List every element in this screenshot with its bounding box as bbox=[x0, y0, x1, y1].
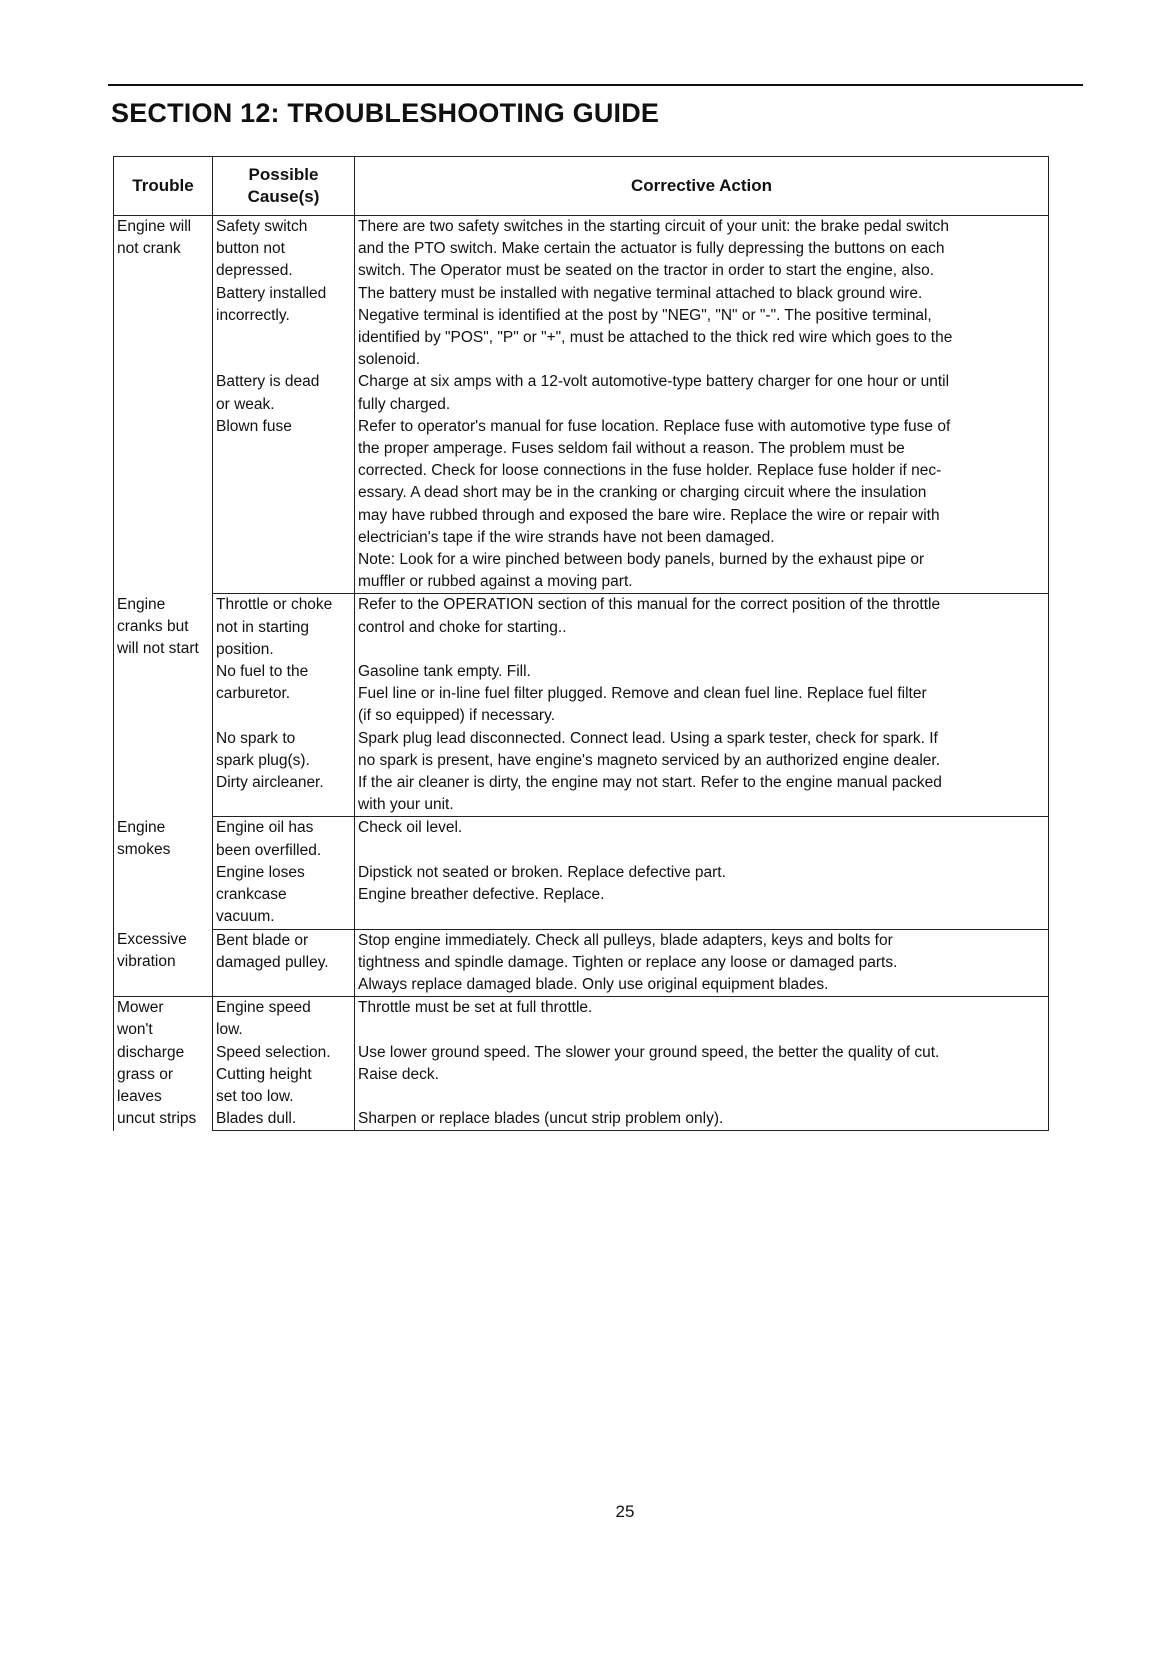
table-row bbox=[114, 817, 1049, 862]
cause-line: No spark to bbox=[216, 729, 296, 747]
action-line: Spark plug lead disconnected. Connect lead. Using a spark tester, check for spark. If bbox=[358, 729, 938, 747]
action-line: and the PTO switch. Make certain the actuator is fully depressing the buttons on each bbox=[358, 240, 945, 258]
action-line: identified by "POS", "P" or "+", must be attached to the thick red wire which goes to the bbox=[358, 329, 953, 347]
cause-line: Engine speed bbox=[216, 999, 311, 1017]
cause-cell bbox=[213, 416, 355, 594]
action-line: Dipstick not seated or broken. Replace defective part. bbox=[358, 863, 726, 881]
cause-line: Blown fuse bbox=[216, 417, 292, 435]
trouble-cell bbox=[114, 817, 213, 929]
trouble-cell bbox=[114, 997, 213, 1131]
action-line: Throttle must be set at full throttle. bbox=[358, 999, 593, 1017]
action-line: Check oil level. bbox=[358, 819, 463, 837]
action-line: Stop engine immediately. Check all pulleys, blade adapters, keys and bolts for bbox=[358, 931, 893, 949]
table-row bbox=[114, 1042, 1049, 1064]
trouble-cell bbox=[114, 594, 213, 817]
cause-line: No fuel to the bbox=[216, 663, 309, 681]
cause-line: crankcase bbox=[216, 886, 287, 904]
cause-cell bbox=[213, 216, 355, 283]
table-row bbox=[114, 862, 1049, 929]
action-cell bbox=[355, 661, 1049, 728]
action-line: The battery must be installed with negative terminal attached to black ground wire. bbox=[358, 284, 923, 302]
action-cell bbox=[355, 772, 1049, 817]
cause-cell bbox=[213, 371, 355, 415]
action-cell bbox=[355, 1064, 1049, 1108]
header-corrective-action: Corrective Action bbox=[355, 157, 1049, 216]
action-cell bbox=[355, 1042, 1049, 1064]
table-row bbox=[114, 929, 1049, 997]
action-cell bbox=[355, 416, 1049, 594]
trouble-line: Engine will bbox=[117, 218, 192, 235]
cause-cell bbox=[213, 997, 355, 1042]
trouble-line: not crank bbox=[117, 240, 181, 258]
table-row bbox=[114, 1108, 1049, 1131]
action-line: There are two safety switches in the starting circuit of your unit: the brake pedal switch bbox=[358, 218, 949, 235]
cause-line: carburetor. bbox=[216, 685, 291, 703]
action-line: fully charged. bbox=[358, 395, 451, 413]
action-cell bbox=[355, 216, 1049, 283]
trouble-line: vibration bbox=[117, 953, 176, 971]
cause-line: button not bbox=[216, 240, 285, 258]
table-row bbox=[114, 772, 1049, 817]
cause-line: depressed. bbox=[216, 262, 293, 280]
trouble-line: Excessive bbox=[117, 931, 187, 948]
action-line: tightness and spindle damage. Tighten or replace any loose or damaged parts. bbox=[358, 953, 898, 971]
action-cell bbox=[355, 929, 1049, 997]
action-cell bbox=[355, 371, 1049, 415]
action-line: solenoid. bbox=[358, 351, 421, 369]
trouble-line: Mower bbox=[117, 999, 164, 1017]
table-row bbox=[114, 594, 1049, 661]
table-body bbox=[114, 216, 1049, 1131]
table-header-row bbox=[114, 157, 1049, 216]
trouble-line: leaves bbox=[117, 1087, 162, 1105]
trouble-line: uncut strips bbox=[117, 1110, 197, 1128]
action-cell bbox=[355, 283, 1049, 372]
trouble-line: won't bbox=[117, 1021, 153, 1039]
cause-cell bbox=[213, 929, 355, 997]
trouble-line: will not start bbox=[117, 640, 199, 658]
page-number: 25 bbox=[615, 1502, 635, 1521]
action-cell bbox=[355, 862, 1049, 929]
table-row bbox=[114, 416, 1049, 594]
cause-line: Bent blade or bbox=[216, 931, 309, 949]
action-line: If the air cleaner is dirty, the engine may not start. Refer to the engine manual packed bbox=[358, 774, 942, 792]
action-line: Negative terminal is identified at the post by "NEG", "N" or "-". The positive terminal, bbox=[358, 306, 932, 324]
trouble-line: discharge bbox=[117, 1043, 185, 1061]
cause-line: been overfilled. bbox=[216, 841, 322, 859]
cause-line: Battery installed bbox=[216, 284, 327, 302]
action-line: switch. The Operator must be seated on the tractor in order to start the engine, also. bbox=[358, 262, 935, 280]
action-cell bbox=[355, 997, 1049, 1042]
action-line: no spark is present, have engine's magneto serviced by an authorized engine dealer. bbox=[358, 751, 940, 769]
cause-line: not in starting bbox=[216, 618, 310, 636]
action-line: Fuel line or in-line fuel filter plugged. Remove and clean fuel line. Replace fuel filter bbox=[358, 685, 927, 703]
cause-line: Blades dull. bbox=[216, 1110, 297, 1128]
action-line: muffler or rubbed against a moving part. bbox=[358, 573, 633, 591]
cause-line: Throttle or choke bbox=[216, 596, 333, 614]
table-row bbox=[114, 216, 1049, 283]
action-cell bbox=[355, 1108, 1049, 1131]
action-line: control and choke for starting.. bbox=[358, 618, 567, 636]
action-line: Always replace damaged blade. Only use original equipment blades. bbox=[358, 975, 829, 993]
action-line: may have rubbed through and exposed the bare wire. Replace the wire or repair with bbox=[358, 506, 940, 524]
action-line: Raise deck. bbox=[358, 1065, 439, 1083]
cause-cell bbox=[213, 594, 355, 661]
action-line: Charge at six amps with a 12-volt automotive-type battery charger for one hour or until bbox=[358, 373, 950, 391]
table-row bbox=[114, 661, 1049, 728]
cause-line: low. bbox=[216, 1021, 243, 1039]
trouble-line: smokes bbox=[117, 841, 171, 859]
trouble-line: Engine bbox=[117, 595, 166, 613]
action-cell bbox=[355, 728, 1049, 772]
action-line: essary. A dead short may be in the cranking or charging circuit where the insulation bbox=[358, 484, 927, 502]
action-line: Gasoline tank empty. Fill. bbox=[358, 663, 531, 681]
action-line: Refer to operator's manual for fuse location. Replace fuse with automotive type fuse of bbox=[358, 417, 951, 435]
top-rule bbox=[108, 84, 1083, 86]
cause-line: vacuum. bbox=[216, 908, 275, 926]
cause-line: Safety switch bbox=[216, 218, 308, 235]
action-cell bbox=[355, 817, 1049, 862]
cause-cell bbox=[213, 661, 355, 728]
cause-cell bbox=[213, 283, 355, 372]
troubleshooting-table bbox=[113, 156, 1049, 1131]
action-line: Refer to the OPERATION section of this manual for the correct position of the throttle bbox=[358, 596, 941, 614]
header-cause-line: Cause(s) bbox=[247, 187, 320, 206]
cause-line: Engine oil has bbox=[216, 819, 314, 837]
header-possible-causes bbox=[213, 157, 355, 216]
cause-cell bbox=[213, 1064, 355, 1108]
cause-line: spark plug(s). bbox=[216, 751, 310, 769]
action-cell bbox=[355, 594, 1049, 661]
action-line: the proper amperage. Fuses seldom fail without a reason. The problem must be bbox=[358, 440, 905, 458]
cause-cell bbox=[213, 817, 355, 862]
action-line: Note: Look for a wire pinched between body panels, burned by the exhaust pipe or bbox=[358, 551, 925, 569]
cause-line: damaged pulley. bbox=[216, 953, 329, 971]
trouble-line: Engine bbox=[117, 818, 166, 836]
section-title: SECTION 12: TROUBLESHOOTING GUIDE bbox=[111, 98, 660, 128]
table-row bbox=[114, 371, 1049, 415]
header-trouble: Trouble bbox=[114, 157, 213, 216]
cause-line: or weak. bbox=[216, 395, 275, 413]
table-row bbox=[114, 283, 1049, 372]
trouble-line: cranks but bbox=[117, 618, 189, 636]
trouble-cell bbox=[114, 929, 213, 997]
cause-line: Speed selection. bbox=[216, 1043, 331, 1061]
cause-cell bbox=[213, 1042, 355, 1064]
action-line: Engine breather defective. Replace. bbox=[358, 886, 605, 904]
cause-line: Cutting height bbox=[216, 1065, 312, 1083]
trouble-cell bbox=[114, 216, 213, 594]
action-line: Use lower ground speed. The slower your ground speed, the better the quality of cut. bbox=[358, 1043, 940, 1061]
table-row bbox=[114, 1064, 1049, 1108]
trouble-line: grass or bbox=[117, 1065, 173, 1083]
action-line: Sharpen or replace blades (uncut strip problem only). bbox=[358, 1110, 724, 1128]
cause-line: set too low. bbox=[216, 1087, 294, 1105]
action-line: (if so equipped) if necessary. bbox=[358, 707, 556, 725]
cause-line: Dirty aircleaner. bbox=[216, 774, 324, 792]
cause-cell bbox=[213, 772, 355, 817]
cause-cell bbox=[213, 862, 355, 929]
table-row bbox=[114, 997, 1049, 1042]
action-line: electrician's tape if the wire strands have not been damaged. bbox=[358, 528, 775, 546]
cause-cell bbox=[213, 1108, 355, 1131]
action-line: with your unit. bbox=[358, 796, 454, 814]
header-cause-line: Possible bbox=[248, 165, 319, 184]
cause-line: position. bbox=[216, 640, 274, 658]
cause-cell bbox=[213, 728, 355, 772]
cause-line: Engine loses bbox=[216, 863, 305, 881]
table-row bbox=[114, 728, 1049, 772]
cause-line: Battery is dead bbox=[216, 373, 320, 391]
cause-line: incorrectly. bbox=[216, 306, 290, 324]
action-line: corrected. Check for loose connections in the fuse holder. Replace fuse holder if nec- bbox=[358, 462, 942, 480]
